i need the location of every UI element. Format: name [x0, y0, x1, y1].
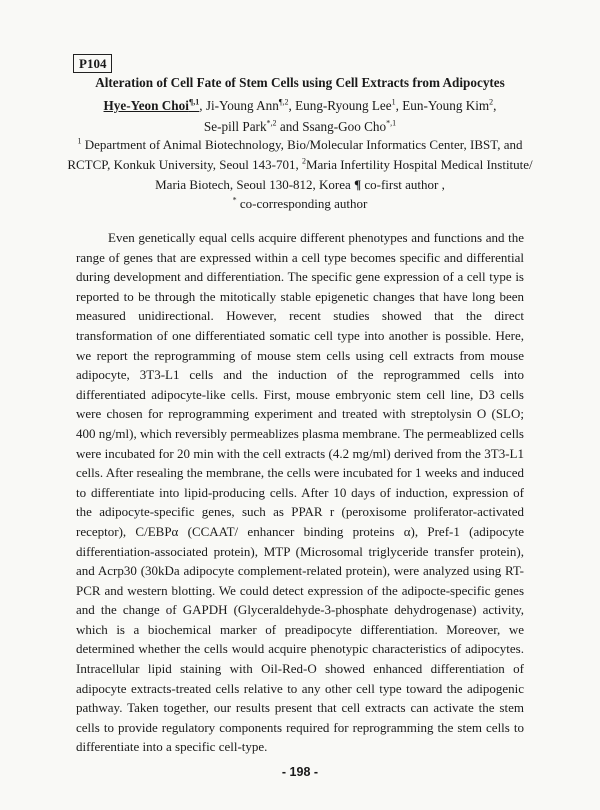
affiliation-2: Maria Infertility Hospital Medical Institute/ Maria Biotech, Seoul 130-812, Korea [155, 156, 533, 192]
author-sup: 1 [391, 97, 396, 107]
footnote-co-corresponding: co-corresponding author [239, 196, 368, 212]
author-sup: ¶,1 [188, 97, 200, 107]
affiliation-marker: 2 [301, 156, 306, 166]
footnote-symbol: ¶ [354, 176, 362, 192]
author-name: Eun-Young Kim [402, 98, 490, 113]
author-conjunction: and [279, 119, 299, 134]
abstract-body: Even genetically equal cells acquire different phenotypes and functions and the range of genes that are expressed within a cell type becomes specific and differential during development and differentiation. The specific gene expression of a cell type is reported to be through the mitotically stable epigenetic changes that have long been measured unidirectional. However, recent studies showed that the direct transformation of one differentiated somatic cell type into another is possible. Here, we report the reprogramming of mouse stem cells using cell extracts from mouse adipocyte, 3T3-L1 cells and the induction of the reprogrammed cells into differentiated adipocyte-like cells. First, mouse embryonic stem cell line, D3 cells were chosen for reprogramming experiment and treated with streptolysin O (SLO; 400 ng/ml), which reversibly permeablizes plasma membrane. The permeablized cells were incubated for 20 min with the cell extracts (4.2 mg/ml) derived from the 3T3-L1 cells. After resealing the membrane, the cells were incubated for 1 weeks and induced to differentiate into lipid-producing cells. After 10 days of induction, expression of the adipocyte-specific genes, such as PPAR r (peroxisome proliferator-activated receptor), C/EBPα (CCAAT/ enhancer binding proteins α), Pref-1 (adipocyte differentiation-associated protein), MTP (Microsomal triglyceride transfer protein), and Acrp30 (30kDa adipocyte complement-related protein), were analyzed using RT-PCR and western blotting. We could detect expression of the adipocte-specific genes and the change of GAPDH (Glyceraldehyde-3-phosphate dehydrogenase) activity, which is a biochemical marker of preadipocyte differentiation. Moreover, we determined whether the cells would acquire phenotypic characteristics of adipocytes. Intracellular lipid staining with Oil-Red-O showed enhanced differentiation of adipocyte extracts-treated cells relative to any other cell type toward the adipogenic pathway. Taken together, our results present that cell extracts can activate the stem cells to provide regulatory components required for reprogramming the stem cells to differentiate into a specific cell-type. [76, 230, 524, 755]
author-sup: *,1 [386, 118, 397, 128]
author-name: Ssang-Goo Cho [302, 119, 387, 134]
affiliation-marker: 1 [77, 136, 82, 146]
author-name: Hye-Yeon Choi [103, 98, 189, 113]
author-presenter [104, 98, 200, 113]
abstract-title: Alteration of Cell Fate of Stem Cells using Cell Extracts from Adipocytes [95, 75, 505, 90]
author-name: Se-pill Park [203, 119, 267, 134]
author-sup: *,2 [266, 118, 277, 128]
footnote-co-first: co-first author , [364, 176, 445, 192]
affiliations [60, 135, 540, 214]
author-name: Eung-Ryoung Lee [295, 98, 392, 113]
author-sup: ¶,2 [278, 97, 289, 107]
author-name: Ji-Young Ann [205, 98, 279, 113]
author-list: Hye-Yeon Choi$^{\P,1}$, Ji-Young Ann$^{\P,2}$, Eung-Ryoung Lee$^1$, Eun-Young Kim$^2$, Se-pill Park$^{*,2}$ and Ssang-Goo Cho$^{*,1}$ [103, 97, 497, 134]
author-sup: 2 [489, 97, 494, 107]
abstract-code: P104 [73, 54, 112, 73]
page-number: - 198 - [281, 765, 319, 779]
footnote-symbol: * [232, 196, 237, 206]
affiliation-1: Department of Animal Biotechnology, Bio/Molecular Informatics Center, IBST, and RCTCP, Konkuk University, Seoul 143-701, [67, 137, 523, 172]
